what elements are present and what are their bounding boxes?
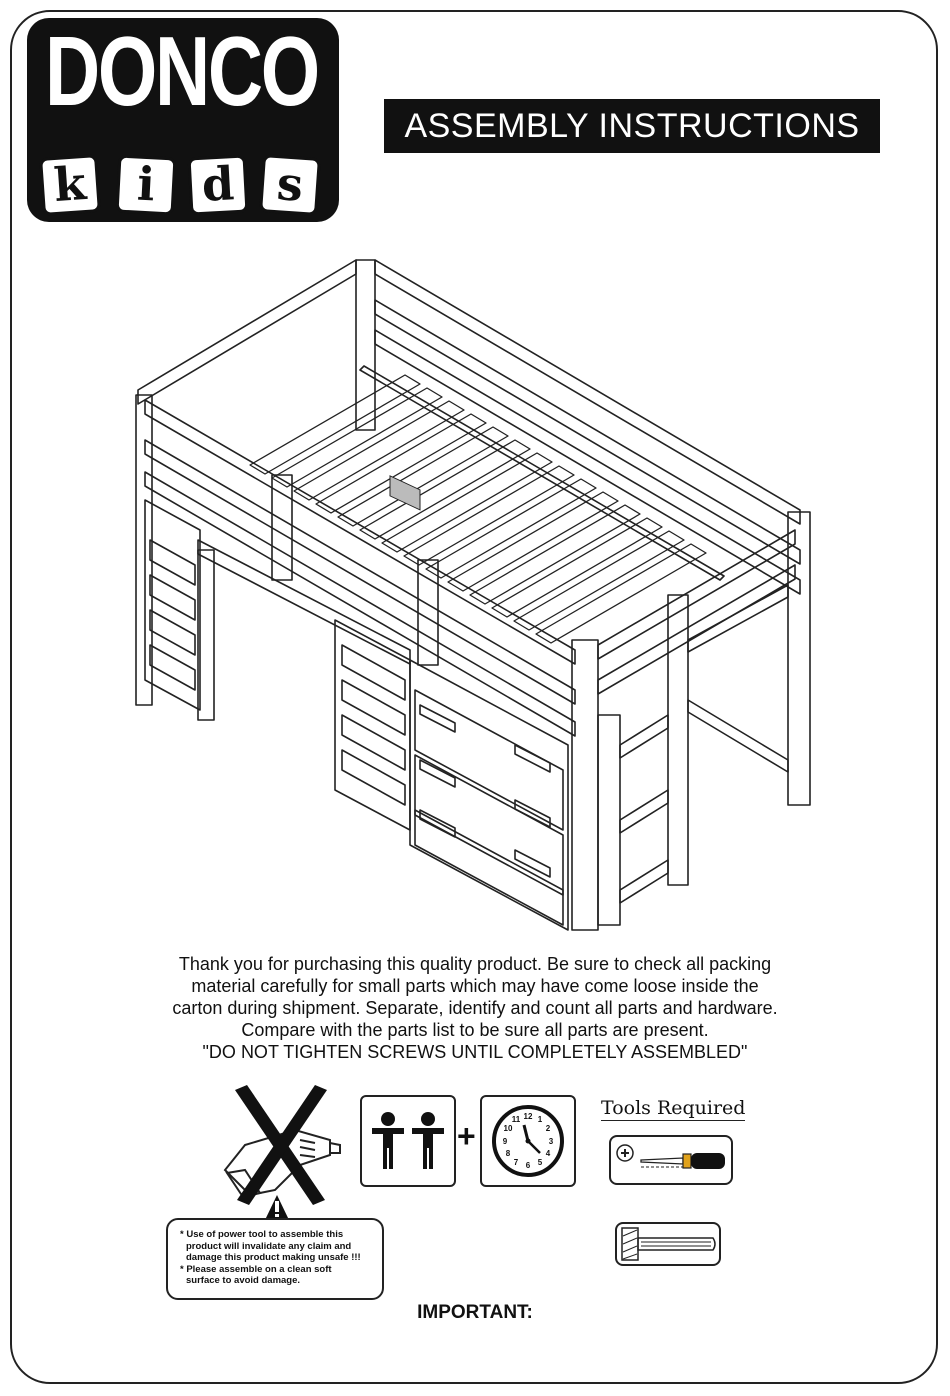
clock-number: 11 xyxy=(511,1115,521,1124)
clock-number: 8 xyxy=(505,1149,511,1158)
two-persons-icon xyxy=(362,1097,454,1185)
logo-block-k: k xyxy=(39,154,101,216)
power-tool-warning xyxy=(166,1218,384,1300)
tools-required-title: Tools Required xyxy=(601,1097,746,1119)
logo-block-s: s xyxy=(259,154,321,216)
warning-line: product will invalidate any claim and xyxy=(186,1240,352,1252)
clock-number: 10 xyxy=(503,1124,513,1133)
clock-number: 9 xyxy=(502,1137,508,1146)
important-heading: IMPORTANT: xyxy=(417,1302,533,1323)
logo-block-d: d xyxy=(188,155,249,216)
logo-brand: DONCO xyxy=(45,16,318,126)
hammer-box xyxy=(615,1222,721,1266)
plus-sign: + xyxy=(457,1118,476,1154)
screwdriver-icon xyxy=(611,1137,731,1183)
clock-number: 6 xyxy=(525,1161,531,1170)
donco-kids-logo xyxy=(27,18,339,222)
warning-line: * Use of power tool to assemble this xyxy=(180,1229,344,1240)
clock-number: 12 xyxy=(523,1112,533,1121)
loft-bed-illustration xyxy=(120,250,820,940)
clock-box xyxy=(480,1095,576,1187)
hammer-icon xyxy=(617,1224,719,1264)
intro-text xyxy=(140,953,810,1063)
two-persons-box xyxy=(360,1095,456,1187)
no-power-drill-icon xyxy=(205,1085,355,1225)
intro-line: material carefully for small parts which may have come loose inside the xyxy=(191,976,759,996)
clock-number: 1 xyxy=(537,1115,543,1124)
clock-icon xyxy=(482,1097,574,1185)
warning-line: surface to avoid damage. xyxy=(186,1275,301,1286)
intro-line: Compare with the parts list to be sure all parts are present. xyxy=(241,1020,709,1040)
page-title: ASSEMBLY INSTRUCTIONS xyxy=(384,99,880,153)
clock-number: 4 xyxy=(545,1149,551,1158)
logo-block-i: i xyxy=(116,155,177,216)
intro-line: Thank you for purchasing this quality product. Be sure to check all packing xyxy=(178,954,772,974)
intro-line: carton during shipment. Separate, identify and count all parts and hardware. xyxy=(172,998,778,1018)
warning-line: damage this product making unsafe !!! xyxy=(186,1252,361,1263)
clock-number: 7 xyxy=(513,1158,519,1167)
clock-number: 3 xyxy=(548,1137,554,1146)
clock-number: 5 xyxy=(537,1158,543,1167)
screwdriver-box xyxy=(609,1135,733,1185)
clock-number: 2 xyxy=(545,1124,551,1133)
warning-line: * Please assemble on a clean soft xyxy=(180,1263,332,1275)
intro-warning-line: "DO NOT TIGHTEN SCREWS UNTIL COMPLETELY ASSEMBLED" xyxy=(202,1042,748,1062)
